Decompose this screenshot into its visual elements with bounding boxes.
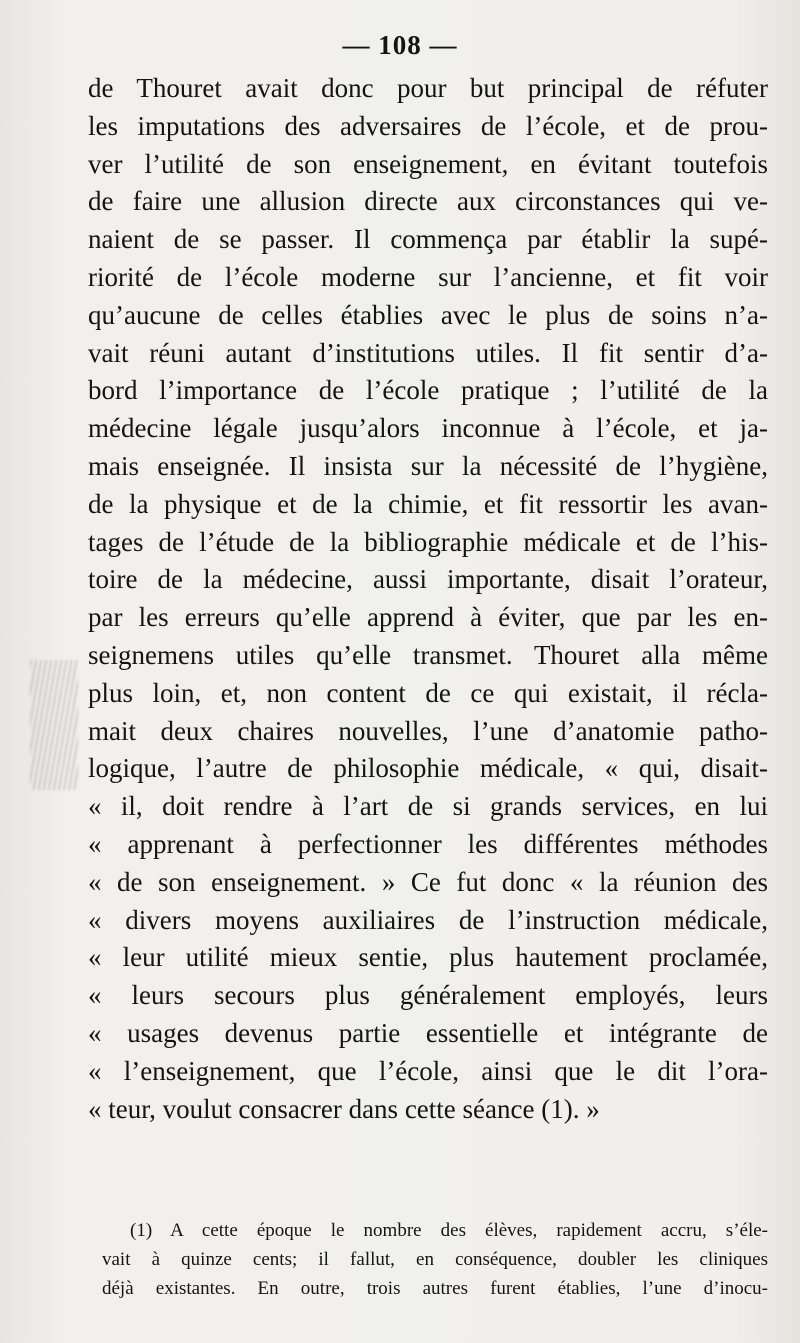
footnote-line: vait à quinze cents; il fallut, en conséquence, doubler les cliniques (102, 1249, 768, 1270)
body-line: vait réuni autant d’institutions utiles. Il fit sentir d’a- (88, 337, 768, 368)
body-line: plus loin, et, non content de ce qui existait, il récla- (88, 677, 768, 708)
body-line: naient de se passer. Il commença par établir la supé- (88, 224, 768, 255)
body-line: mait deux chaires nouvelles, l’une d’anatomie patho- (88, 715, 768, 746)
body-line: de Thouret avait donc pour but principal de réfuter (88, 73, 768, 103)
body-line: « divers moyens auxiliaires de l’instruction médicale, (88, 904, 768, 935)
body-line: de la physique et de la chimie, et fit ressortir les avan- (88, 488, 768, 519)
body-line: seignemens utiles qu’elle transmet. Thouret alla même (88, 639, 768, 670)
body-line: logique, l’autre de philosophie médicale, « qui, disait- (88, 753, 768, 784)
body-line: « teur, voulut consacrer dans cette séance (1). » (88, 1093, 600, 1124)
body-line: « usages devenus partie essentielle et intégrante de (88, 1017, 768, 1048)
body-line: « apprenant à perfectionner les différentes méthodes (88, 828, 768, 859)
body-line: « de son enseignement. » Ce fut donc « la réunion des (88, 866, 768, 897)
body-line: mais enseignée. Il insista sur la nécessité de l’hygiène, (88, 450, 768, 481)
ink-bleed-stain (30, 660, 78, 790)
body-line: riorité de l’école moderne sur l’ancienne, et fit voir (88, 261, 768, 292)
footnote-line: déjà existantes. En outre, trois autres furent établies, l’une d’inocu- (102, 1278, 768, 1299)
footnote (102, 1216, 768, 1303)
body-line: bord l’importance de l’école pratique ; l’utilité de la (88, 375, 768, 406)
page-number: — 108 — (342, 30, 458, 60)
body-line: de faire une allusion directe aux circonstances qui ve- (88, 186, 768, 217)
body-line: tages de l’étude de la bibliographie médicale et de l’his- (88, 526, 768, 557)
body-line: médecine légale jusqu’alors inconnue à l’école, et ja- (88, 413, 768, 444)
body-text (88, 70, 768, 1128)
body-line: « leurs secours plus généralement employés, leurs (88, 980, 768, 1011)
body-line: les imputations des adversaires de l’école, et de prou- (88, 110, 768, 141)
body-line: « leur utilité mieux sentie, plus hautement proclamée, (88, 942, 768, 973)
body-line: « l’enseignement, que l’école, ainsi que le dit l’ora- (88, 1055, 768, 1086)
body-line: qu’aucune de celles établies avec le plus de soins n’a- (88, 299, 768, 330)
body-line: par les erreurs qu’elle apprend à éviter, que par les en- (88, 602, 768, 633)
body-line: toire de la médecine, aussi importante, disait l’orateur, (88, 564, 768, 595)
footnote-line: (1) A cette époque le nombre des élèves, rapidement accru, s’éle- (130, 1220, 768, 1241)
body-line: ver l’utilité de son enseignement, en évitant toutefois (88, 148, 768, 179)
body-line: « il, doit rendre à l’art de si grands services, en lui (88, 791, 768, 822)
